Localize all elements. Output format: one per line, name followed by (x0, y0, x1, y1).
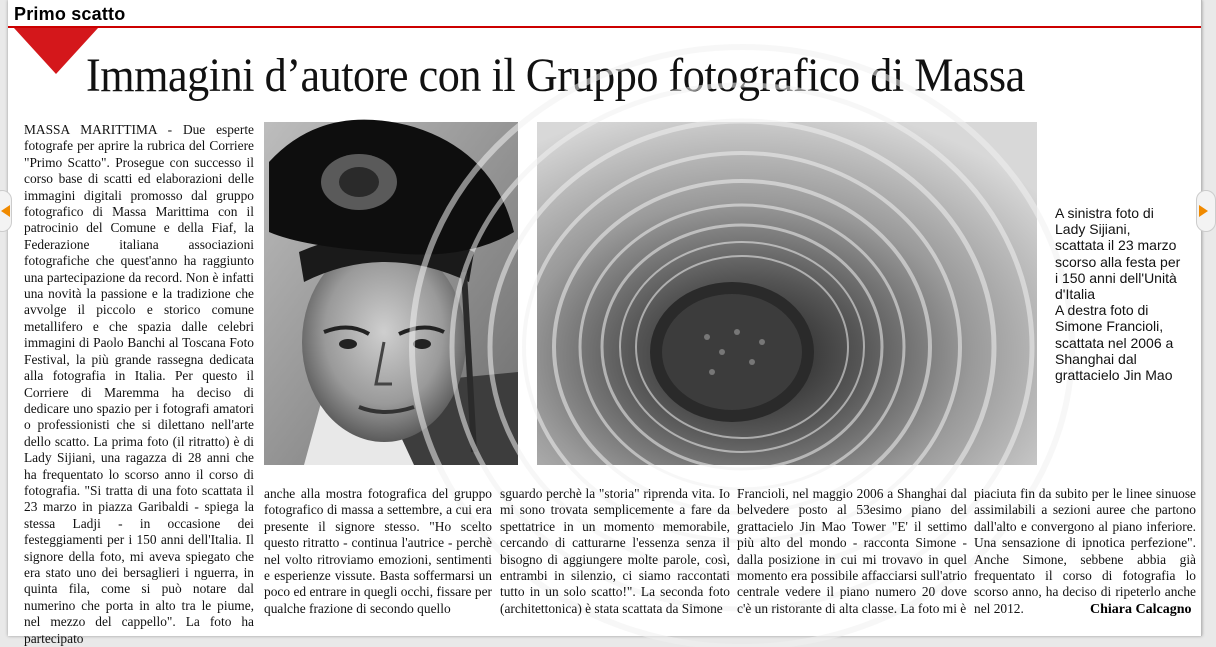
article-column-5: piaciuta fin da subito per le linee sinuose assimilabili a sezioni auree che partono dall'alto e convergono al piano inferiore. Una sensazione di ipnotica perfezione". Anche Simone, sebbene abbia già frequentato il corso di fotografia lo scorso anno, ha deciso di ripeterlo anche nel 2012. (974, 486, 1196, 616)
portrait-photo (264, 122, 518, 465)
rubric-label: Primo scatto (14, 4, 126, 24)
portrait-photo-image (264, 122, 518, 465)
caption-line: scattata il 23 marzo (1055, 237, 1177, 254)
caption-line: i 150 anni dell'Unità (1055, 269, 1177, 286)
next-page-button[interactable] (1196, 190, 1216, 232)
chevron-left-icon (1, 205, 10, 217)
caption-line: Lady Sijiani, (1055, 221, 1131, 238)
newspaper-page (8, 0, 1202, 646)
article-column-2: anche alla mostra fotografica del gruppo fotografico di massa a settembre, a cui era presente il signore stesso. "Ho scelto questo ritratto - continua l'autrice - perchè nel volto ritroviamo emozioni, sentimenti e esperienze vissute. Basta soffermarsi un poco ed entrare in quegli occhi, fissare per qualche frazione di secondo quello (264, 486, 492, 616)
prev-page-button[interactable] (0, 190, 12, 232)
caption-line: grattacielo Jin Mao (1055, 367, 1173, 384)
caption-line: scorso alla festa per (1055, 253, 1181, 270)
article-headline: Immagini d’autore con il Gruppo fotografico di Massa (86, 49, 1025, 102)
caption-line: Shanghai dal (1055, 350, 1137, 367)
architecture-photo (537, 122, 1037, 465)
chevron-right-icon (1199, 205, 1208, 217)
article-column-3: sguardo perchè la "storia" riprenda vita. Io mi sono trovata semplicemente a fare da spettatrice in un momento memorabile, cercando di catturarne l'essenza senza il bisogno di aggiungere molte parole, così, entrambi in silenzio, ci siamo raccontati tutto in un solo scatto!". La seconda foto (architettonica) è stata scattata da Simone (500, 486, 730, 616)
caption-line: scattata nel 2006 a (1055, 334, 1174, 351)
caption-line: A destra foto di (1055, 302, 1149, 319)
caption-line: Simone Francioli, (1055, 318, 1164, 335)
caption-line: A sinistra foto di (1055, 205, 1154, 221)
article-column-1: MASSA MARITTIMA - Due esperte fotografe per aprire la rubrica del Corriere "Primo Scatto". Prosegue con successo il corso base di scatti ed elaborazioni delle immagini digitali promosso dal gruppo fotografico di Massa Marittima con il patrocinio del Comune e della Fiaf, la Federazione italiana associazioni fotografiche che quest'anno ha raggiunto una partecipazione da record. Non è infatti una novità la passione e la tradizione che avvolge il piccolo e storico comune metallifero e che spazia dalle celebri immagini di Paolo Banchi al Toscana Foto Festival, la più grande rassegna dedicata alla fotografia in Italia. Per questo il Corriere di Maremma ha deciso di dedicare uno spazio per i fotografi amatori o professionisti che si dilettano nell'arte dello scatto. La prima foto (il ritratto) è di Lady Sijiani, una ragazza di 28 anni che ha frequentato lo scorso anno il corso di fotografia. "Si tratta di una foto scattata il 23 marzo in piazza Garibaldi - spiega la stessa Ladji - in occasione dei festeggiamenti per i 150 anni dell'Italia. Il signore della foto, mi aveva spiegato che era stato uno dei bersaglieri i nguerra, in quinta fila, come si può notare dal numerino che porta in alto tra le piume, nel mezzo del cappello". La foto ha partecipato (24, 122, 254, 646)
photo-caption (1055, 205, 1200, 383)
caption-line: d'Italia (1055, 286, 1096, 303)
rubric-divider (8, 26, 1201, 28)
architecture-photo-image (537, 122, 1037, 465)
article-column-4: Francioli, nel maggio 2006 a Shanghai dal belvedere posto al 53esimo piano del grattacielo Jin Mao Tower "E' il settimo più alto del mondo - racconta Simone - dalla posizione in cui mi trovavo in quel momento era possibile affacciarsi sull'atrio centrale vedere il piano numero 20 dove c'è un ristorante di alta classe. La foto mi è (737, 486, 967, 616)
author-byline: Chiara Calcagno (1090, 602, 1192, 617)
